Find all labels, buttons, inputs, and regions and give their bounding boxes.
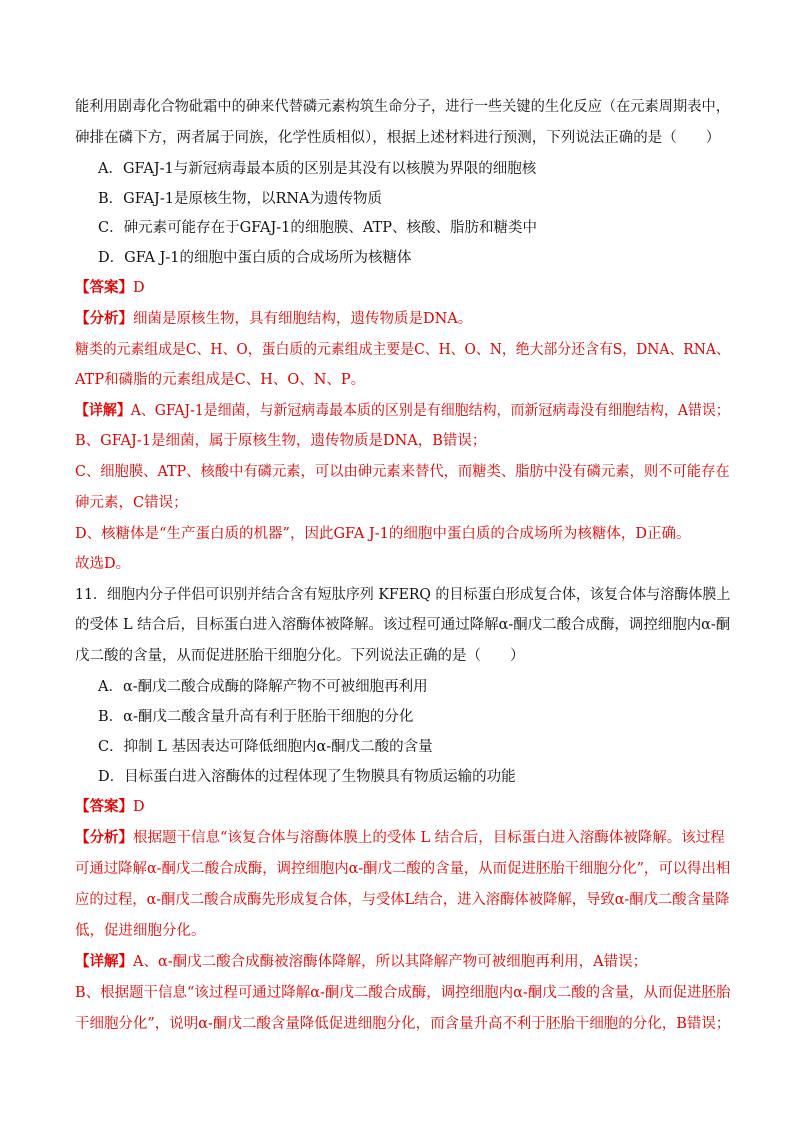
q10-stem-line-1: 能利用剧毒化合物砒霜中的砷来代替磷元素构筑生命分子，进行一些关键的生化反应（在元素周期表中， [75,99,730,115]
q10-answer [75,278,145,298]
q10-detail-line-6: 故选D。 [75,556,131,572]
q10-option-c: C．砷元素可能存在于GFAJ-1的细胞膜、ATP、核酸、脂肪和糖类中 [98,220,537,236]
analysis-text: 根据题干信息“该复合体与溶酶体膜上的受体 L 结合后，目标蛋白进入溶酶体被降解。该过程 [133,830,725,846]
answer-value: D [133,799,145,815]
q11-analysis-line-1 [75,828,725,848]
q11-option-a: A．α-酮戊二酸合成酶的降解产物不可被细胞再利用 [98,679,428,695]
q11-detail-line-1 [75,952,647,972]
q11-stem-line-3: 戊二酸的含量，从而促进胚胎干细胞分化。下列说法正确的是（ ） [75,648,525,664]
q11-option-c: C．抑制 L 基因表达可降低细胞内α-酮戊二酸的含量 [98,739,433,755]
answer-tag: 【答案】 [75,279,133,296]
q10-analysis-line-3: ATP和磷脂的元素组成是C、H、O、N、P。 [75,372,366,388]
q11-analysis-line-3: 应的过程，α-酮戊二酸合成酶先形成复合体，与受体L结合，进入溶酶体被降解，导致α-酮戊二酸含量降 [75,892,730,908]
q10-option-a: A．GFAJ-1与新冠病毒最本质的区别是其没有以核膜为界限的细胞核 [98,161,537,177]
answer-value: D [133,280,145,296]
analysis-tag: 【分析】 [75,310,133,327]
q10-option-b: B．GFAJ-1是原核生物，以RNA为遗传物质 [98,191,383,207]
detail-text: A、α-酮戊二酸合成酶被溶酶体降解，所以其降解产物可被细胞再利用，A错误； [133,954,648,970]
q10-analysis-line-2: 糖类的元素组成是C、H、O，蛋白质的元素组成主要是C、H、O、N，绝大部分还含有S，DNA、RNA、 [75,342,730,358]
answer-tag: 【答案】 [75,798,133,815]
analysis-text: 细菌是原核生物，具有细胞结构，遗传物质是DNA。 [133,311,473,327]
q11-option-d: D．目标蛋白进入溶酶体的过程体现了生物膜具有物质运输的功能 [98,769,516,785]
q10-stem-line-2: 砷排在磷下方，两者属于同族，化学性质相似），根据上述材料进行预测，下列说法正确的是（ ） [75,130,721,146]
q10-analysis-line-1 [75,309,472,329]
q10-detail-line-1 [75,401,730,421]
q11-detail-line-3: 干细胞分化”，说明α-酮戊二酸含量降低促进细胞分化，而含量升高不利于胚胎干细胞的分化，B错误； [75,1016,731,1032]
q10-option-d: D．GFA J-1的细胞中蛋白质的合成场所为核糖体 [98,250,412,266]
q11-stem-line-1: 11．细胞内分子伴侣可识别并结合含有短肽序列 KFERQ 的目标蛋白形成复合体，该复合体与溶酶体膜上 [75,587,731,603]
q11-answer [75,797,145,817]
detail-tag: 【详解】 [75,402,131,419]
detail-text: A、GFAJ-1是细菌，与新冠病毒最本质的区别是有细胞结构，而新冠病毒没有细胞结构，A错误； [130,403,730,419]
q11-option-b: B．α-酮戊二酸含量升高有利于胚胎干细胞的分化 [98,709,414,725]
q11-analysis-line-4: 低，促进细胞分化。 [75,923,206,939]
q10-detail-line-2: B、GFAJ-1是细菌，属于原核生物，遗传物质是DNA，B错误； [75,433,487,449]
q10-detail-line-5: D、核糖体是“生产蛋白质的机器”，因此GFA J-1的细胞中蛋白质的合成场所为核糖体，D正确。 [75,526,691,542]
detail-tag: 【详解】 [75,953,133,970]
q10-detail-line-4: 砷元素，C错误； [75,495,188,511]
q11-detail-line-2: B、根据题干信息“该过程可通过降解α-酮戊二酸合成酶，调控细胞内α-酮戊二酸的含量，从而促进胚胎 [75,985,731,1001]
q10-detail-line-3: C、细胞膜、ATP、核酸中有磷元素，可以由砷元素来替代，而糖类、脂肪中没有磷元素，则不可能存在 [75,464,730,480]
q11-analysis-line-2: 可通过降解α-酮戊二酸合成酶，调控细胞内α-酮戊二酸的含量，从而促进胚胎干细胞分化”，可以得出相 [75,861,731,877]
analysis-tag: 【分析】 [75,829,133,846]
q11-stem-line-2: 的受体 L 结合后，目标蛋白进入溶酶体被降解。该过程可通过降解α-酮戊二酸合成酶，调控细胞内α-酮 [75,617,731,633]
